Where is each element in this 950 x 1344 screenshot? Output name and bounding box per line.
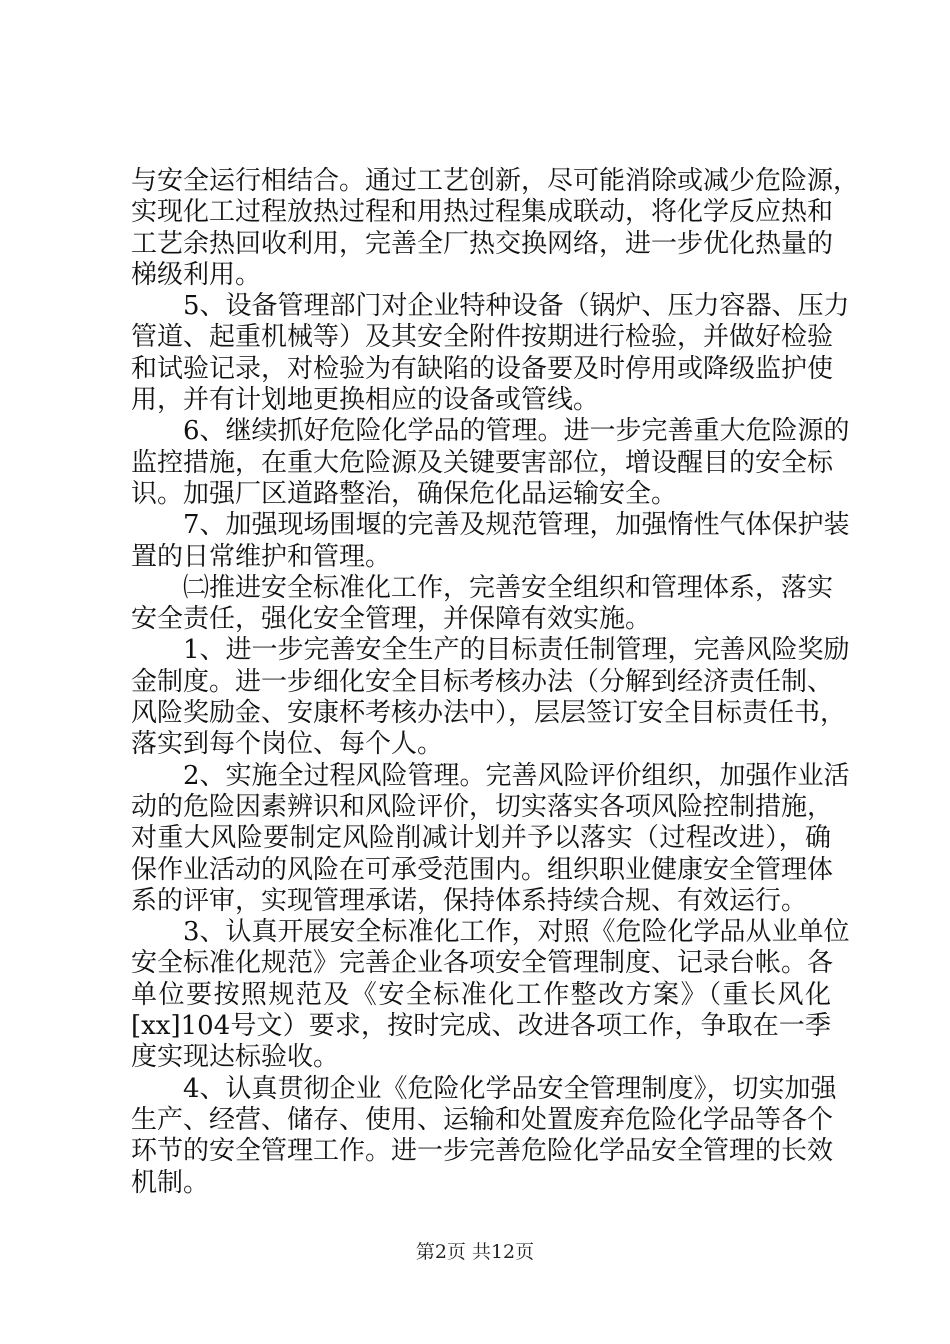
text-line: 系的评审，实现管理承诺，保持体系持续合规、有效运行。 — [131, 885, 808, 916]
text-line: 风险奖励金、安康杯考核办法中），层层签订安全目标责任书， — [131, 698, 847, 729]
text-line: 1、进一步完善安全生产的目标责任制管理，完善风险奖励 — [183, 635, 850, 666]
text-line: 生产、经营、储存、使用、运输和处置废弃危险化学品等各个 — [131, 1104, 834, 1135]
document-body — [131, 166, 860, 1199]
text-line: [xx]104号文）要求，按时完成、改进各项工作，争取在一季 — [131, 1011, 831, 1042]
text-line: 保作业活动的风险在可承受范围内。组织职业健康安全管理体 — [131, 854, 834, 885]
text-line: 落实到每个岗位、每个人。 — [131, 729, 444, 760]
text-line: 4、认真贯彻企业《危险化学品安全管理制度》，切实加强 — [183, 1073, 837, 1104]
text-line: 动的危险因素辨识和风险评价，切实落实各项风险控制措施， — [131, 791, 834, 822]
text-line: 安全责任，强化安全管理，并保障有效实施。 — [131, 604, 652, 635]
text-line: ㈡推进安全标准化工作，完善安全组织和管理体系，落实 — [183, 572, 834, 603]
text-line: 置的日常维护和管理。 — [131, 541, 392, 572]
text-line: 安全标准化规范》完善企业各项安全管理制度、记录台帐。各 — [131, 948, 834, 979]
text-line: 和试验记录，对检验为有缺陷的设备要及时停用或降级监护使 — [131, 353, 834, 384]
text-line: 管道、起重机械等）及其安全附件按期进行检验，并做好检验 — [131, 322, 834, 353]
text-line: 3、认真开展安全标准化工作，对照《危险化学品从业单位 — [183, 917, 850, 948]
text-line: 机制。 — [131, 1167, 210, 1198]
text-line: 监控措施，在重大危险源及关键要害部位，增设醒目的安全标 — [131, 447, 834, 478]
page-number-footer: 第2页 共12页 — [415, 1241, 535, 1263]
text-line: 与安全运行相结合。通过工艺创新，尽可能消除或减少危险源， — [131, 166, 860, 196]
paragraph-item-6 — [131, 416, 850, 510]
paragraph-item-1 — [131, 635, 850, 760]
text-line: 度实现达标验收。 — [131, 1042, 340, 1073]
paragraph-item-3 — [131, 917, 850, 1073]
paragraph-section-2 — [131, 572, 834, 636]
text-line: 梯级利用。 — [131, 259, 262, 290]
paragraph-item-4 — [131, 1073, 837, 1199]
text-line: 6、继续抓好危险化学品的管理。进一步完善重大危险源的 — [183, 416, 850, 447]
paragraph-item-5 — [131, 291, 850, 416]
text-line: 环节的安全管理工作。进一步完善危险化学品安全管理的长效 — [131, 1136, 834, 1167]
text-line: 5、设备管理部门对企业特种设备（锅炉、压力容器、压力 — [183, 291, 850, 322]
text-line: 用，并有计划地更换相应的设备或管线。 — [131, 385, 600, 416]
text-line: 7、加强现场围堰的完善及规范管理，加强惰性气体保护装 — [183, 510, 850, 541]
text-line: 对重大风险要制定风险削减计划并予以落实（过程改进），确 — [131, 823, 831, 854]
paragraph-continuation — [131, 166, 860, 291]
paragraph-item-7 — [131, 510, 850, 573]
text-line: 单位要按照规范及《安全标准化工作整改方案》（重长风化 — [131, 979, 831, 1010]
text-line: 2、实施全过程风险管理。完善风险评价组织，加强作业活 — [183, 760, 850, 791]
text-line: 识。加强厂区道路整治，确保危化品运输安全。 — [131, 478, 678, 509]
text-line: 工艺余热回收利用，完善全厂热交换网络，进一步优化热量的 — [131, 228, 834, 259]
text-line: 实现化工过程放热过程和用热过程集成联动，将化学反应热和 — [131, 197, 834, 228]
text-line: 金制度。进一步细化安全目标考核办法（分解到经济责任制、 — [131, 666, 834, 697]
paragraph-item-2 — [131, 760, 850, 917]
